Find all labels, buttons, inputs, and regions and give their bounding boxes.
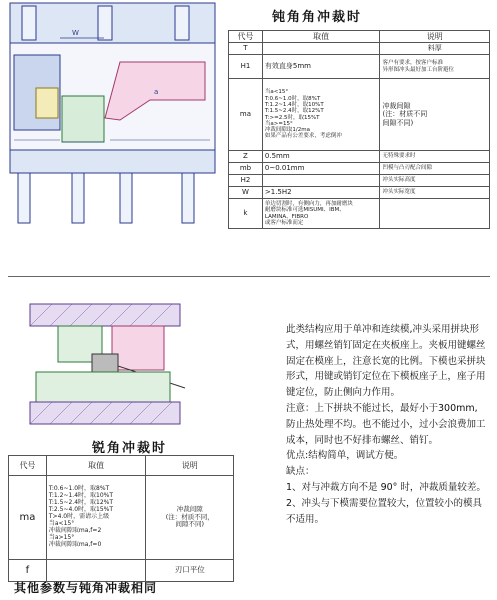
bottom-title: 锐角冲裁时 (92, 441, 168, 456)
header-code: 代号 (9, 456, 47, 476)
row-note: 冲头实际高度 (380, 175, 490, 187)
paragraph: 缺点： (286, 466, 315, 478)
row-value: 0.5mm (262, 151, 380, 163)
row-code: mb (229, 163, 263, 175)
header-note: 说明 (146, 456, 234, 476)
paragraph: 2、冲头与下模需要位置较大，位置较小的模具不适用。 (286, 497, 483, 525)
paragraph: 优点:结构简单，调试方便。 (286, 450, 404, 462)
bottom-param-table (8, 455, 234, 582)
lower-die (36, 372, 170, 402)
leg-left (18, 173, 30, 223)
paragraph: 此类结构应用于单冲和连续模,冲头采用拼块形式，用螺丝销钉固定在夹板座上。夹板用键螺丝固定在模座上，注意长宽的比例。下模也采拼块形式，用键或销钉定位在下模板座子上，座子用键定位，防止侧向力作用。 (286, 324, 486, 399)
row-code: W (229, 187, 263, 199)
row-value (262, 43, 380, 55)
row-code: H1 (229, 55, 263, 79)
row-note (380, 199, 490, 229)
lower-die-plate (10, 150, 215, 173)
row-value: 当a<15° T:0.6~1.0时，取8%T T:1.2~1.4时，取10%T T:1.5~2.4时，取12%T T:>=2.5时，取15%T 当a>=15° 冲裁间隙取1/2ma 如果产品有公差要求，考虑倒冲 (262, 79, 380, 151)
row-note: 料厚 (380, 43, 490, 55)
row-code: ma (229, 79, 263, 151)
top-param-table (228, 30, 490, 229)
row-note: 客户有要求，按客户标准 异形图冲头最好加工台阶避位 (380, 55, 490, 79)
row-value: T:0.6~1.0时，取8%T T:1.2~1.4时，取10%T T:1.5~2.4时，取12%T T:2.5~4.0时，取15%T T>4.0时，需请示上级 当a<15° 冲裁间隙取ma,f=2 当a>15° 冲裁间隙取ma,f=0 (46, 476, 146, 560)
row-note: 冲头实际宽度 (380, 187, 490, 199)
row-code: T (229, 43, 263, 55)
paragraph: 注意：上下拼块不能过长，最好小于300mm,防止热处理不均。也不能过小，过小会浪费加工成本，同时也不好排布螺丝、销钉。 (286, 402, 486, 446)
row-note: 冲裁间隙 (注：材质不同， 间隙不同) (146, 476, 234, 560)
leg-right (182, 173, 194, 223)
leg-mid-right (120, 173, 132, 223)
paragraph: 1、对与冲裁方向不是 90° 时，冲裁质量较差。 (286, 481, 486, 493)
die-insert (62, 96, 104, 142)
row-value: 0~0.01mm (262, 163, 380, 175)
row-value: 单边切割时，有侧向力，再加耐磨块 耐磨块标准可选MISUMI、IBM、 LAMINA、FIBRO 或客户标准而定 (262, 199, 380, 229)
row-note: 冲裁间隙 (注：材质不同 间隙不同) (380, 79, 490, 151)
header-value: 取值 (262, 31, 380, 43)
row-code: f (9, 560, 47, 582)
dim-label-w: W (72, 29, 79, 37)
header-code: 代号 (229, 31, 263, 43)
row-note: 无特殊要求时 (380, 151, 490, 163)
row-note: 凹模与凸刃配合间隙 (380, 163, 490, 175)
row-code: ma (9, 476, 47, 560)
row-value: 有效直身5mm (262, 55, 380, 79)
workpiece (92, 354, 118, 372)
row-value: >1.5H2 (262, 187, 380, 199)
structure-description (286, 322, 486, 527)
row-code: H2 (229, 175, 263, 187)
footer-note: 其他参数与钝角冲裁相同 (14, 581, 158, 595)
row-code: Z (229, 151, 263, 163)
upper-pillar-mid (98, 6, 112, 40)
obtuse-angle-die-drawing (0, 0, 225, 270)
row-note: 刃口平位 (146, 560, 234, 582)
upper-pillar-left (22, 6, 36, 40)
right-punch-block (112, 326, 164, 370)
acute-angle-die-drawing (0, 296, 200, 436)
upper-pillar-right (175, 6, 189, 40)
header-value: 取值 (46, 456, 146, 476)
guide-block (36, 88, 58, 118)
row-value (262, 175, 380, 187)
dim-label-angle: a (154, 88, 159, 96)
header-note: 说明 (380, 31, 490, 43)
upper-plate (30, 304, 180, 326)
row-code: k (229, 199, 263, 229)
section-divider (8, 276, 490, 277)
top-title: 钝角角冲裁时 (272, 10, 363, 25)
lower-plate (30, 402, 180, 424)
leg-mid-left (72, 173, 84, 223)
